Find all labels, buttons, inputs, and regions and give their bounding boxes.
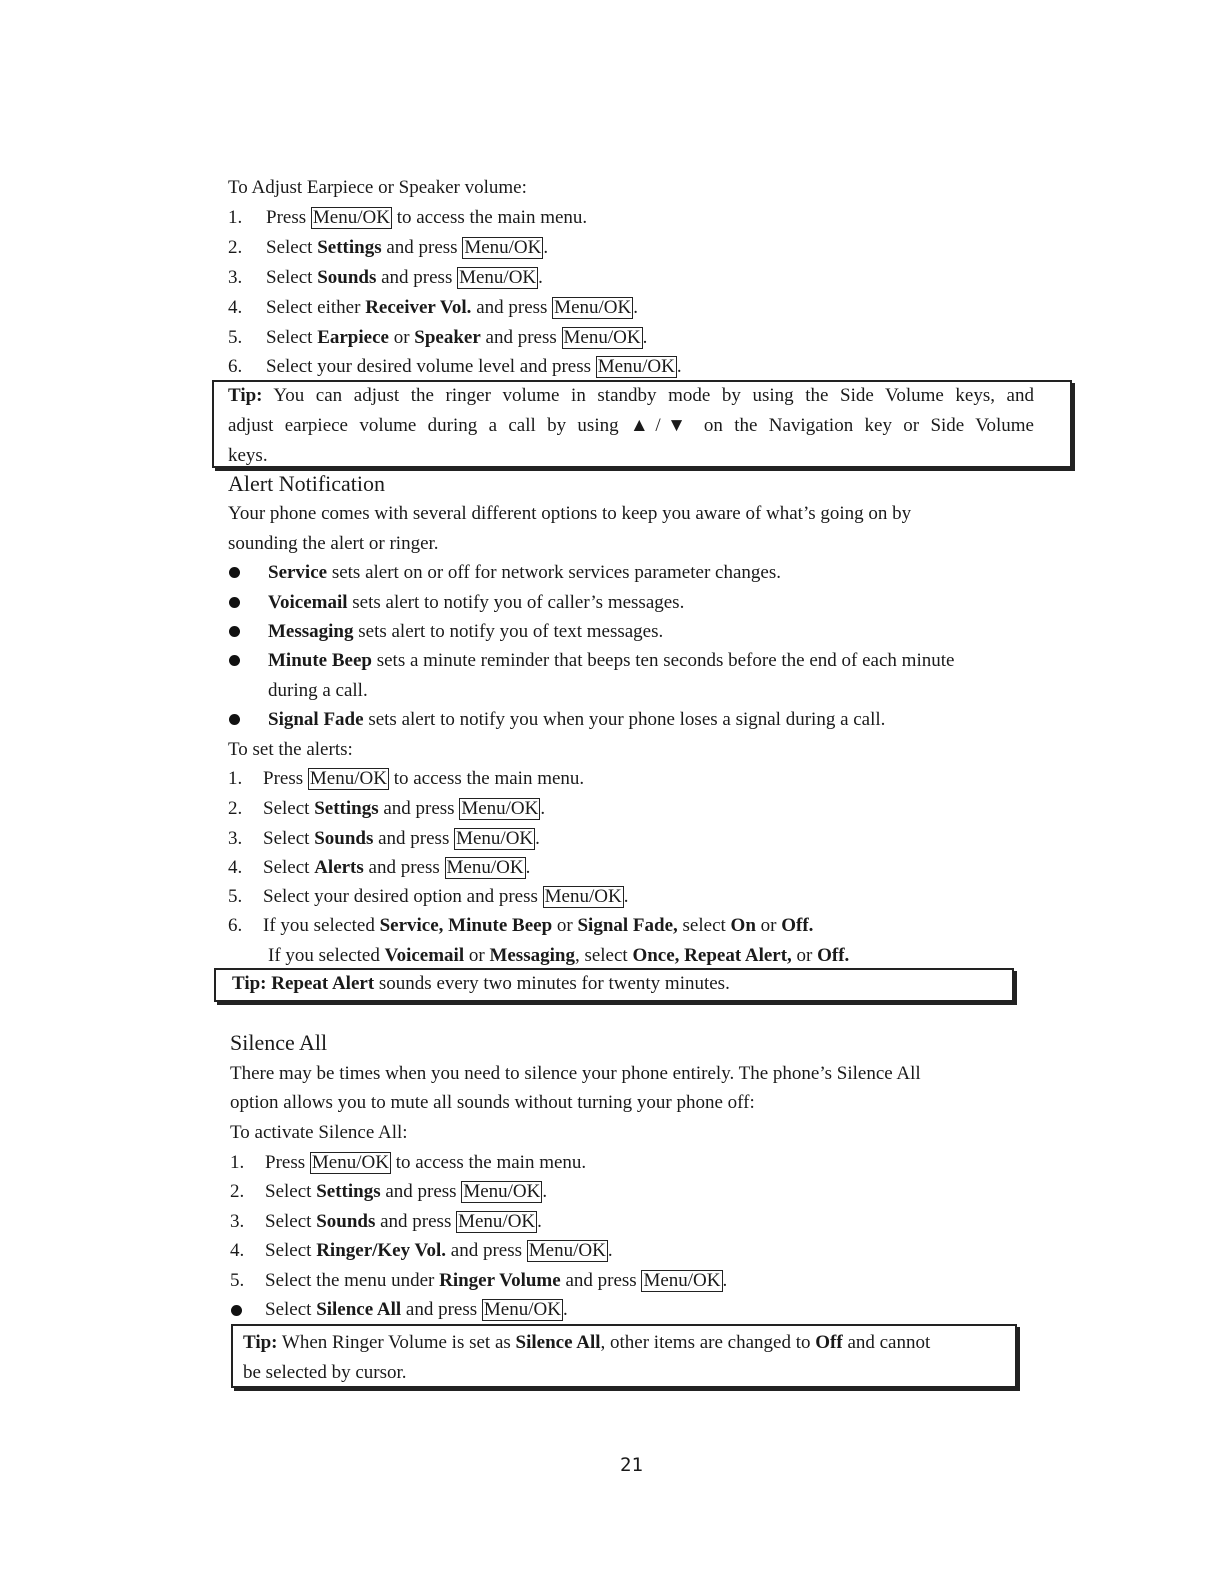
step-6-continuation: If you selected Voicemail or Messaging, select Once, Repeat Alert, or Off. [268,945,850,966]
menu-ok-key: Menu/OK [643,1270,721,1291]
list-item: Signal Fade sets alert to notify you when your phone loses a signal during a call. [268,709,886,730]
list-item: Voicemail sets alert to notify you of caller’s messages. [268,592,685,613]
menu-ok-key: Menu/OK [563,327,641,348]
bullet-icon [229,655,240,666]
page-number: 21 [620,1454,643,1476]
paragraph: There may be times when you need to silence your phone entirely. The phone’s Silence All [230,1063,921,1084]
tip-label: Tip: [232,973,267,994]
bullet-icon [231,1305,242,1316]
bullet-icon [229,714,240,725]
list-item: Messaging sets alert to notify you of text messages. [268,621,664,642]
list-item-continuation: during a call. [268,680,368,701]
tip-label: Tip: [228,385,263,406]
paragraph: Your phone comes with several different options to keep you aware of what’s going on by [228,503,912,524]
list-item: Service sets alert on or off for network services parameter changes. [268,562,781,583]
bullet-step: Select Silence All and press Menu/OK . [265,1299,568,1320]
menu-ok-key: Menu/OK [597,356,675,377]
menu-ok-key: Menu/OK [311,1152,389,1173]
paragraph: sounding the alert or ringer. [228,533,439,554]
menu-ok-key: Menu/OK [461,798,539,819]
menu-ok-key: Menu/OK [528,1240,606,1261]
menu-ok-key: Menu/OK [463,1181,541,1202]
section-heading: Alert Notification [228,471,386,496]
tip-box: Tip: When Ringer Volume is set as Silence All, other items are changed to Off and cannot be selected by cursor. [231,1324,1017,1388]
menu-ok-key: Menu/OK [456,828,534,849]
menu-ok-key: Menu/OK [544,886,622,907]
tip-box: Tip: You can adjust the ringer volume in standby mode by using the Side Volume keys, and adjust earpiece volume during a call by using ▲/▼ on the Navigation key or Side Volume keys. [212,380,1072,468]
section3-intro: To activate Silence All: [230,1122,408,1143]
menu-ok-key: Menu/OK [554,297,632,318]
tip-box: Tip: Repeat Alert sounds every two minutes for twenty minutes. [214,968,1014,1002]
menu-ok-key: Menu/OK [446,857,524,878]
menu-ok-key: Menu/OK [458,1211,536,1232]
menu-ok-key: Menu/OK [312,207,390,228]
bullet-icon [229,597,240,608]
section2-intro: To set the alerts: [228,739,353,760]
menu-ok-key: Menu/OK [483,1299,561,1320]
bullet-icon [229,626,240,637]
list-item: Minute Beep sets a minute reminder that beeps ten seconds before the end of each minute [268,650,955,671]
menu-ok-key: Menu/OK [464,237,542,258]
menu-ok-key: Menu/OK [309,768,387,789]
tip-label: Tip: [243,1332,278,1353]
paragraph: option allows you to mute all sounds without turning your phone off: [230,1092,755,1113]
bullet-icon [229,567,240,578]
section1-intro: To Adjust Earpiece or Speaker volume: [228,177,527,198]
menu-ok-key: Menu/OK [459,267,537,288]
section-heading: Silence All [230,1030,328,1055]
